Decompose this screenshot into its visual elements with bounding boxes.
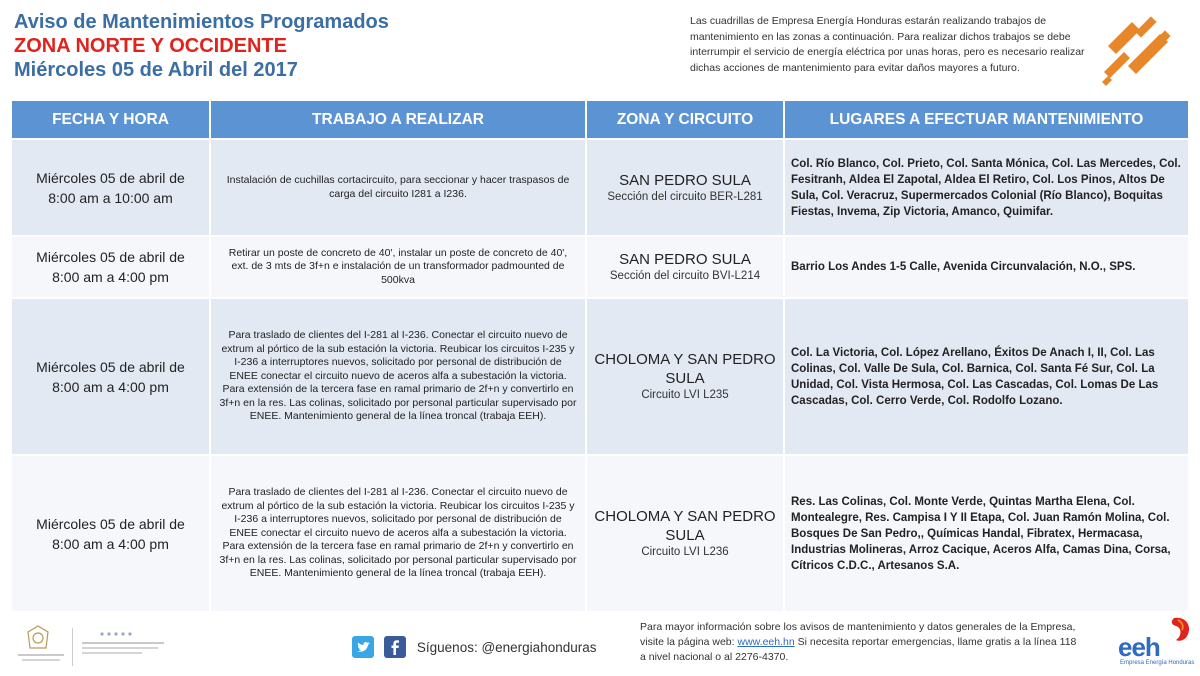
work-cell: Para traslado de clientes del I-281 al I-236. Conectar el circuito nuevo de extrum al pórtico de la sub estación la victoria. Reubicar los circuitos I-235 y I-236 a interruptores nuevos, solicitado por personal de distribución de ENEE conectar el circuito nuevo de aceros alfa a subestación la victoria. Para extensión de la tercera fase en ramal primario de 2f+n y convertirlo en 3f+n en la res. Las colinas, solicitado por personal particular supervisado por ENEE. Mantenimiento general de la línea troncal (trabaja EEH). xyxy=(210,455,586,611)
date-title: Miércoles 05 de Abril del 2017 xyxy=(14,59,298,81)
circuit-name: Circuito LVI L235 xyxy=(641,389,729,401)
facebook-icon[interactable] xyxy=(384,636,406,658)
government-logos-icon xyxy=(10,622,170,672)
date-text: Miércoles 05 de abril de xyxy=(36,249,185,265)
date-cell xyxy=(12,139,210,236)
website-link[interactable]: www.eeh.hn xyxy=(737,636,795,648)
zone-cell xyxy=(586,455,784,611)
zone-name: CHOLOMA Y SAN PEDRO SULA xyxy=(594,351,776,387)
table-header-row xyxy=(12,101,1188,139)
places-cell: Barrio Los Andes 1-5 Calle, Avenida Circunvalación, N.O., SPS. xyxy=(784,236,1188,298)
work-cell: Instalación de cuchillas cortacircuito, para seccionar y hacer traspasos de carga del circuito I281 a I236. xyxy=(210,139,586,236)
table-row xyxy=(12,236,1188,298)
title-block xyxy=(14,10,389,82)
zone-cell xyxy=(586,298,784,455)
date-text: Miércoles 05 de abril de xyxy=(36,358,185,375)
date-cell xyxy=(12,455,210,611)
energy-plug-logo-icon xyxy=(1098,12,1178,88)
info-text-2: Si necesita reportar emergencias, llame gratis a la línea 118 a nivel nacional o al 2276-4370. xyxy=(640,636,1077,663)
column-header: ZONA Y CIRCUITO xyxy=(586,101,784,139)
date-cell xyxy=(12,236,210,298)
zone-name: SAN PEDRO SULA xyxy=(619,251,751,268)
time-text: 8:00 am a 4:00 pm xyxy=(52,269,169,285)
more-info-text xyxy=(640,620,1080,665)
work-cell: Retirar un poste de concreto de 40', instalar un poste de concreto de 40', ext. de 3 mts de 3f+n e instalación de un transformador padmounted de 500kva xyxy=(210,236,586,298)
notice-title: Aviso de Mantenimientos Programados xyxy=(14,11,389,33)
eeh-brand-text: eeh xyxy=(1118,632,1160,662)
time-text: 8:00 am a 4:00 pm xyxy=(52,378,169,395)
intro-text: Las cuadrillas de Empresa Energía Honduras estarán realizando trabajos de mantenimiento en las zonas a continuación. Para realizar dichos trabajos se debe interrumpir el servicio de energía eléctrica por unas horas, pero es necesario realizar dichas acciones de mantenimiento para evitar daños mayores a futuro. xyxy=(690,15,1085,74)
zone-title: ZONA NORTE Y OCCIDENTE xyxy=(14,35,287,57)
zone-cell xyxy=(586,236,784,298)
circuit-name: Circuito LVI L236 xyxy=(641,546,729,558)
zone-name: CHOLOMA Y SAN PEDRO SULA xyxy=(594,508,776,544)
places-cell: Col. La Victoria, Col. López Arellano, Éxitos De Anach I, II, Col. Las Colinas, Col. Valle De Sula, Col. Barnica, Col. Santa Fé Sur, Col. La Unidad, Col. Vista Hermosa, Col. Las Cascadas, Col. Lomas De Las Cascadas, Col. Cerro Verde, Col. Rodolfo Lozano. xyxy=(784,298,1188,455)
places-cell: Res. Las Colinas, Col. Monte Verde, Quintas Martha Elena, Col. Montealegre, Res. Campisa I Y II Etapa, Col. Juan Ramón Molina, Col. Bosques De San Pedro,, Químicas Handal, Fibratex, Hermacasa, Industrias Molineras, Arroz Cacique, Aceros Alfa, Camas Dina, Corsa, Cítricos C.D.C., Artesanos S.A. xyxy=(784,455,1188,611)
time-text: 8:00 am a 4:00 pm xyxy=(52,535,169,552)
circuit-name: Sección del circuito BVI-L214 xyxy=(609,270,761,282)
header xyxy=(0,0,1200,100)
eeh-brand-subtitle: Empresa Energía Honduras xyxy=(1120,660,1195,666)
date-text: Miércoles 05 de abril de xyxy=(36,515,185,532)
circuit-name: Sección del circuito BER-L281 xyxy=(607,190,763,203)
zone-name: SAN PEDRO SULA xyxy=(619,171,751,189)
footer xyxy=(0,612,1200,676)
time-text: 8:00 am a 10:00 am xyxy=(48,189,173,206)
places-cell: Col. Río Blanco, Col. Prieto, Col. Santa Mónica, Col. Las Mercedes, Col. Fesitranh, Aldea El Zapotal, Aldea El Retiro, Col. Los Pinos, Altos De Sula, Col. Veracruz, Supermercados Colonial (Río Blanco), Boquitas Fiestas, Invema, Zip Victoria, Amanco, Quimifar. xyxy=(784,139,1188,236)
twitter-icon[interactable] xyxy=(352,636,374,658)
date-text: Miércoles 05 de abril de xyxy=(36,169,185,186)
date-cell xyxy=(12,298,210,455)
zone-cell xyxy=(586,139,784,236)
info-text-1: Para mayor información sobre los avisos de mantenimiento y datos generales de la Empresa, visite la página web: xyxy=(640,621,1076,648)
column-header: TRABAJO A REALIZAR xyxy=(210,101,586,139)
column-header: LUGARES A EFECTUAR MANTENIMIENTO xyxy=(784,101,1188,139)
social-links xyxy=(352,636,597,658)
work-cell: Para traslado de clientes del I-281 al I-236. Conectar el circuito nuevo de extrum al pórtico de la sub estación la victoria. Reubicar los circuitos I-235 y I-236 a interruptores nuevos, solicitado por personal de distribución de ENEE conectar el circuito nuevo de aceros alfa a subestación la victoria. Para extensión de la tercera fase en ramal primario de 2f+n y convertirlo en 3f+n en la res. Las colinas, solicitado por personal particular supervisado por ENEE. Mantenimiento general de la línea troncal (trabaja EEH). xyxy=(210,298,586,455)
table-row xyxy=(12,298,1188,455)
table-row xyxy=(12,139,1188,236)
follow-text: Síguenos: @energiahonduras xyxy=(416,639,597,655)
maintenance-table xyxy=(12,101,1188,611)
column-header: FECHA Y HORA xyxy=(12,101,210,139)
table-row xyxy=(12,455,1188,611)
